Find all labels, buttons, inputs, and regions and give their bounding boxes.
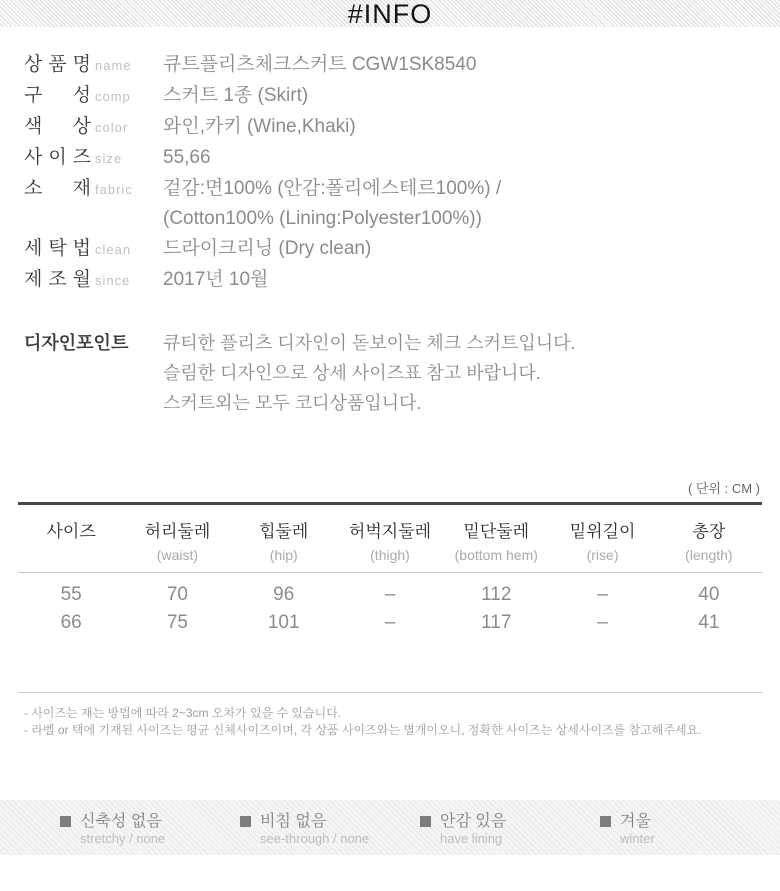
spec-sublabel: name [95,58,132,73]
spec-value: 스커트 1종 (Skirt) [163,85,309,106]
feature-text: 비침 없음 see-through / none [260,813,370,846]
size-note-line: - 라벨 or 택에 기재된 사이즈는 평균 신체사이즈이며, 각 상품 사이즈와는 별개이오니, 정확한 사이즈는 상세사이즈를 참고해주세요. [24,723,702,737]
spec-label: 구 성 [24,85,91,106]
col-size: 사이즈 [46,522,96,541]
feature-text: 신축성 없음 stretchy / none [80,813,166,846]
square-bullet-icon [240,816,251,827]
size-note-line: - 사이즈는 재는 방법에 따라 2~3cm 오차가 있을 수 있습니다. [24,706,342,720]
size-table [18,502,762,637]
unit-label: ( 단위 : CM ) [687,481,760,496]
product-spec-section [0,27,780,296]
cell: 41 [698,612,720,633]
cell: – [597,612,608,633]
feature-lining [420,812,600,855]
spec-row-name [24,50,780,81]
spec-row-clean [24,234,780,265]
info-header-band [0,0,780,27]
design-point-text [163,328,576,418]
cell: – [384,612,396,633]
spec-sublabel: color [95,120,129,135]
spec-row-color [24,112,780,143]
cell: 101 [267,612,300,633]
square-bullet-icon [60,816,71,827]
feature-see-through [240,812,420,855]
spec-value [163,174,501,234]
spec-label-wrap [24,174,163,205]
size-table-wrap [18,502,762,693]
design-point-section [0,328,780,418]
cell: 117 [481,612,512,633]
spec-sublabel: comp [95,89,131,104]
spec-sublabel: since [95,273,131,288]
cell: 96 [273,584,295,605]
design-point-label: 디자인포인트 [24,333,129,353]
spec-row-since [24,265,780,296]
design-point-line: 큐티한 플리츠 디자인이 돋보이는 체크 스커트입니다. [163,333,576,353]
design-point-line: 슬림한 디자인으로 상세 사이즈표 참고 바랍니다. [163,363,541,383]
spec-sublabel: clean [95,242,132,257]
feature-season [600,812,780,855]
spec-value: 55,66 [163,147,211,168]
spec-value: 큐트플리츠체크스커트 CGW1SK8540 [163,54,477,75]
size-notes [18,693,762,739]
col-bottom-hem: 밑단둘레 (bottom hem) [454,522,538,563]
feature-stretch [60,812,240,855]
spec-value: 2017년 10월 [163,269,269,290]
size-table-section [18,418,762,739]
feature-text: 겨울 winter [620,813,655,846]
spec-row-comp [24,81,780,112]
spec-label: 상 품 명 [24,54,91,75]
spec-row-fabric [24,174,780,234]
spec-label-wrap [24,265,163,296]
col-waist: 허리둘레 (waist) [144,522,211,563]
col-thigh: 허벅지둘레 (thigh) [348,522,432,563]
info-title: #INFO [347,0,433,29]
fabric-line-1: 겉감:면100% (안감:폴리에스테르100%) / [163,178,502,199]
cell: – [597,584,608,605]
spec-label: 제 조 월 [24,269,91,290]
spec-label-wrap [24,112,163,143]
size-row-66 [18,609,762,637]
spec-sublabel: size [95,151,123,166]
feature-text: 안감 있음 have lining [440,813,507,846]
cell: 112 [481,584,512,605]
spec-value: 와인,카키 (Wine,Khaki) [163,116,356,137]
square-bullet-icon [600,816,611,827]
spec-label-wrap [24,50,163,81]
spec-label: 세 탁 법 [24,238,91,259]
spec-label: 소 재 [24,178,91,199]
spec-sublabel: fabric [95,182,133,197]
spec-label-wrap [24,143,163,174]
spec-label: 색 상 [24,116,91,137]
col-length: 총장 (length) [685,522,733,563]
size-row-55 [18,573,762,610]
spec-label: 사 이 즈 [24,147,91,168]
fabric-line-2: (Cotton100% (Lining:Polyester100%)) [163,208,482,229]
features-bar [0,800,780,855]
cell: – [384,584,396,605]
cell: 70 [166,584,188,605]
col-hip: 힙둘레 (hip) [259,522,309,563]
square-bullet-icon [420,816,431,827]
design-point-line: 스커트외는 모두 코디상품입니다. [163,393,422,413]
spec-label-wrap [24,81,163,112]
spec-row-size [24,143,780,174]
cell: 75 [166,612,188,633]
cell: 40 [698,584,720,605]
spec-value: 드라이크리닝 (Dry clean) [163,238,372,259]
spec-label-wrap [24,234,163,265]
size-table-header-row [18,504,762,573]
cell: 55 [60,584,82,605]
col-rise: 밑위길이 (rise) [569,522,636,563]
cell: 66 [60,612,82,633]
